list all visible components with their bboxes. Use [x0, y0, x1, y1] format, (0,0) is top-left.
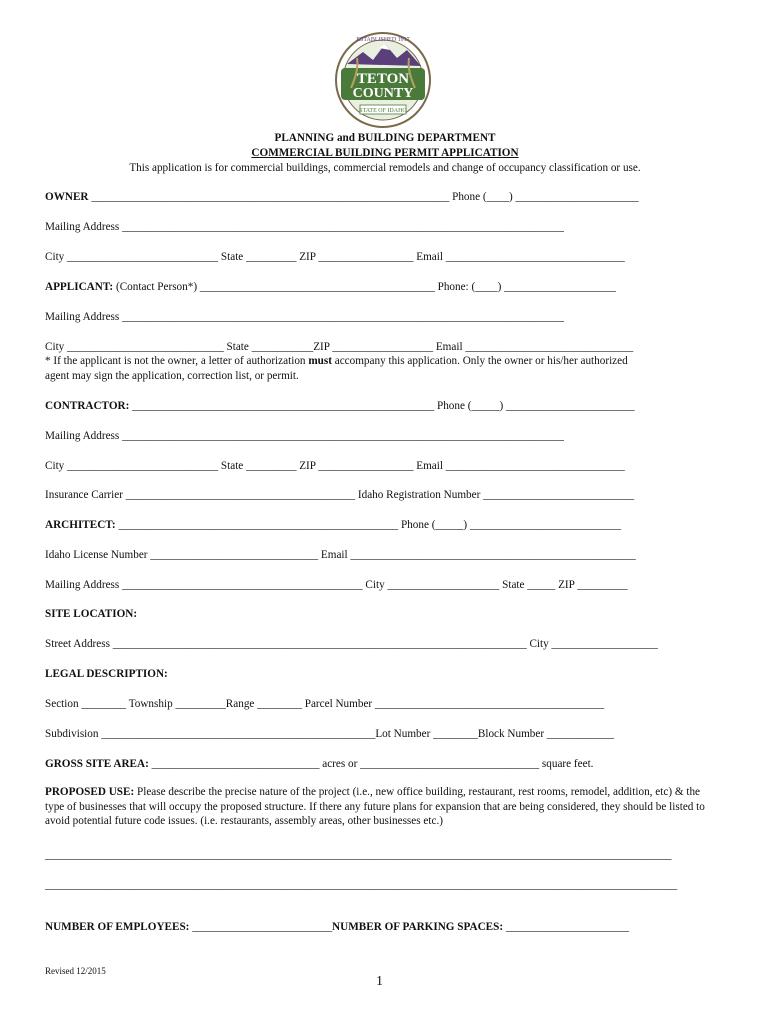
employees-field[interactable]: _________________________: [192, 921, 333, 933]
form-title: COMMERCIAL BUILDING PERMIT APPLICATION: [251, 147, 519, 159]
proposed-use-blank-line-2[interactable]: _________________________________________________________________________________________________________________: [45, 879, 678, 891]
parking-spaces-label: NUMBER OF PARKING SPACES:: [332, 921, 506, 933]
owner-name-phone-field[interactable]: ________________________________________________________________ Phone (____) ______________________: [88, 191, 639, 203]
svg-text:STATE OF IDAHO: STATE OF IDAHO: [359, 108, 407, 114]
gross-site-area-row[interactable]: [45, 757, 593, 771]
owner-mailing-field[interactable]: Mailing Address _______________________________________________________________________________: [45, 221, 564, 233]
owner-city-state-zip-email-field[interactable]: City ___________________________ State _________ ZIP _________________ Email ________________________________: [45, 251, 625, 263]
form-subtitle: This application is for commercial buildings, commercial remodels and change of occupancy classification or use.: [129, 162, 641, 174]
contractor-label: CONTRACTOR:: [45, 400, 130, 412]
gross-site-area-label: GROSS SITE AREA:: [45, 758, 149, 770]
applicant-city-state-zip-email-field[interactable]: City ____________________________ State ___________ZIP __________________ Email ______________________________: [45, 341, 634, 353]
parking-spaces-field[interactable]: ______________________: [505, 921, 629, 933]
architect-mailing-field[interactable]: Mailing Address ___________________________________________ City ____________________ State _____ ZIP _________: [45, 579, 628, 591]
contractor-city-state-zip-email-field[interactable]: City ___________________________ State _________ ZIP _________________ Email ________________________________: [45, 460, 625, 472]
site-location-label: SITE LOCATION:: [45, 608, 138, 620]
employees-label: NUMBER OF EMPLOYEES:: [45, 921, 193, 933]
gross-site-area-field[interactable]: ______________________________ acres or ________________________________ square feet.: [148, 758, 594, 770]
applicant-note: * If the applicant is not the owner, a letter of authorization must accompany this application. Only the owner or his/her authorized: [45, 355, 628, 367]
owner-label: OWNER: [45, 191, 89, 203]
proposed-use-label: PROPOSED USE:: [45, 786, 135, 798]
architect-row[interactable]: [45, 518, 621, 532]
applicant-row[interactable]: [45, 280, 616, 294]
owner-row[interactable]: [45, 190, 639, 204]
proposed-use-blank-line-1[interactable]: ________________________________________________________________________________________________________________: [45, 849, 672, 861]
proposed-use-instructions: Please describe the precise nature of the project (i.e., new office building, restaurant, rest rooms, remodel, addition, etc) & the type of businesses that will occupy the proposed structure. If there any future plans for expansion that are being considered, they should be listed to avoid potential future code issues. (i.e. restaurants, assembly areas, other businesses etc.): [45, 786, 705, 827]
architect-name-phone-field[interactable]: __________________________________________________ Phone (_____) ___________________________: [115, 519, 621, 531]
site-street-city-field[interactable]: Street Address __________________________________________________________________________ City ___________________: [45, 638, 658, 650]
contractor-row[interactable]: [45, 399, 635, 413]
proposed-use-paragraph: [45, 785, 715, 829]
department-title: PLANNING and BUILDING DEPARTMENT: [274, 132, 496, 144]
legal-subdivision-lot-block-field[interactable]: Subdivision _________________________________________________Lot Number ________Block Number ____________: [45, 728, 614, 740]
svg-text:TETON: TETON: [356, 71, 410, 87]
architect-label: ARCHITECT:: [45, 519, 116, 531]
applicant-mailing-field[interactable]: Mailing Address _______________________________________________________________________________: [45, 311, 564, 323]
svg-text:ESTABLISHED 1917: ESTABLISHED 1917: [356, 37, 410, 43]
employees-parking-row[interactable]: [45, 920, 629, 934]
architect-license-email-field[interactable]: Idaho License Number ______________________________ Email ___________________________________________________: [45, 549, 636, 561]
applicant-contact-phone-field[interactable]: (Contact Person*) __________________________________________ Phone: (____) ____________________: [113, 281, 616, 293]
legal-section-township-range-parcel-field[interactable]: Section ________ Township _________Range ________ Parcel Number _________________________________________: [45, 698, 605, 710]
contractor-name-phone-field[interactable]: ______________________________________________________ Phone (_____) _______________________: [129, 400, 635, 412]
page-number: 1: [376, 974, 383, 989]
applicant-note-2: agent may sign the application, correction list, or permit.: [45, 370, 299, 382]
contractor-insurance-registration-field[interactable]: Insurance Carrier _________________________________________ Idaho Registration Number ___________________________: [45, 489, 635, 501]
legal-description-label: LEGAL DESCRIPTION:: [45, 668, 168, 680]
revision-date: Revised 12/2015: [45, 966, 106, 976]
teton-county-logo: [333, 30, 433, 130]
applicant-label: APPLICANT:: [45, 281, 114, 293]
contractor-mailing-field[interactable]: Mailing Address _______________________________________________________________________________: [45, 430, 564, 442]
svg-text:COUNTY: COUNTY: [352, 86, 414, 101]
